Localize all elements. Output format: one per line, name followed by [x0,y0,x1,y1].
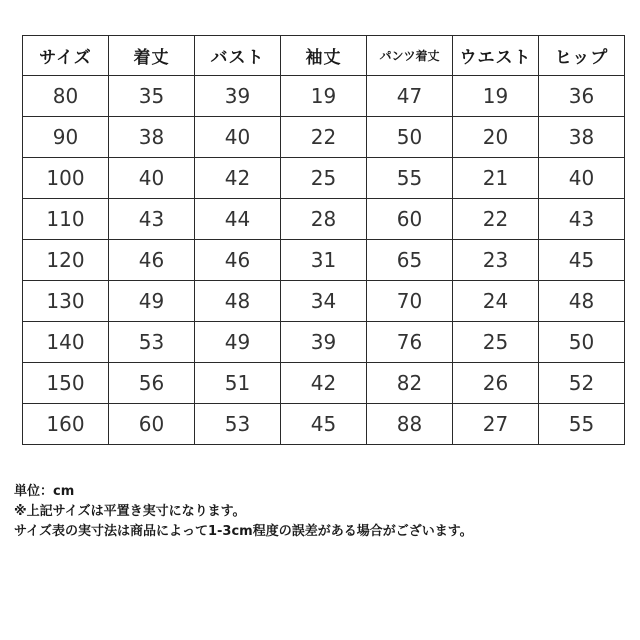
table-body [23,76,625,445]
table-row [23,281,625,322]
table-row [23,76,625,117]
table-cell: 44 [195,199,281,240]
table-cell: 22 [453,199,539,240]
header-sleeve: 袖丈 [281,36,367,76]
table-cell: 160 [23,404,109,445]
table-cell: 55 [539,404,625,445]
table-cell: 130 [23,281,109,322]
table-row [23,322,625,363]
table-cell: 48 [195,281,281,322]
flat-measure-note: ※上記サイズは平置き実寸になります。 [14,504,246,519]
table-cell: 60 [109,404,195,445]
table-cell: 34 [281,281,367,322]
table-cell: 82 [367,363,453,404]
size-table [22,35,625,445]
table-cell: 19 [453,76,539,117]
table-cell: 38 [109,117,195,158]
table-cell: 19 [281,76,367,117]
table-row [23,117,625,158]
header-hip: ヒップ [539,36,625,76]
table-cell: 48 [539,281,625,322]
table-cell: 42 [281,363,367,404]
table-cell: 42 [195,158,281,199]
table-cell: 65 [367,240,453,281]
table-cell: 47 [367,76,453,117]
table-cell: 43 [109,199,195,240]
table-cell: 76 [367,322,453,363]
table-cell: 25 [281,158,367,199]
table-row [23,199,625,240]
table-cell: 45 [281,404,367,445]
table-cell: 20 [453,117,539,158]
unit-note: 単位：cm [14,484,75,499]
table-cell: 100 [23,158,109,199]
table-cell: 55 [367,158,453,199]
header-bust: バスト [195,36,281,76]
table-cell: 49 [109,281,195,322]
header-waist: ウエスト [453,36,539,76]
header-pants-length: パンツ着丈 [367,36,453,76]
table-cell: 45 [539,240,625,281]
table-cell: 25 [453,322,539,363]
table-cell: 140 [23,322,109,363]
table-cell: 23 [453,240,539,281]
header-length: 着丈 [109,36,195,76]
table-cell: 24 [453,281,539,322]
table-cell: 27 [453,404,539,445]
table-cell: 28 [281,199,367,240]
table-cell: 21 [453,158,539,199]
table-cell: 60 [367,199,453,240]
notes [14,482,473,542]
table-cell: 120 [23,240,109,281]
table-cell: 36 [539,76,625,117]
table-header-row [23,36,625,76]
table-cell: 53 [195,404,281,445]
table-cell: 22 [281,117,367,158]
table-cell: 38 [539,117,625,158]
table-cell: 88 [367,404,453,445]
table-cell: 56 [109,363,195,404]
table-row [23,158,625,199]
table-cell: 31 [281,240,367,281]
table-cell: 40 [195,117,281,158]
table-cell: 35 [109,76,195,117]
table-cell: 39 [281,322,367,363]
tolerance-note: サイズ表の実寸法は商品によって1-3cm程度の誤差がある場合がございます。 [14,524,473,539]
table-cell: 46 [109,240,195,281]
table-cell: 70 [367,281,453,322]
table-cell: 110 [23,199,109,240]
table-row [23,240,625,281]
table-cell: 40 [109,158,195,199]
table-cell: 51 [195,363,281,404]
table-cell: 50 [539,322,625,363]
table-cell: 43 [539,199,625,240]
table-cell: 90 [23,117,109,158]
table-cell: 40 [539,158,625,199]
table-cell: 46 [195,240,281,281]
table-row [23,363,625,404]
table-cell: 50 [367,117,453,158]
table-cell: 52 [539,363,625,404]
table-row [23,404,625,445]
table-cell: 80 [23,76,109,117]
table-cell: 150 [23,363,109,404]
header-size: サイズ [23,36,109,76]
table-cell: 39 [195,76,281,117]
table-cell: 53 [109,322,195,363]
table-cell: 26 [453,363,539,404]
table-cell: 49 [195,322,281,363]
